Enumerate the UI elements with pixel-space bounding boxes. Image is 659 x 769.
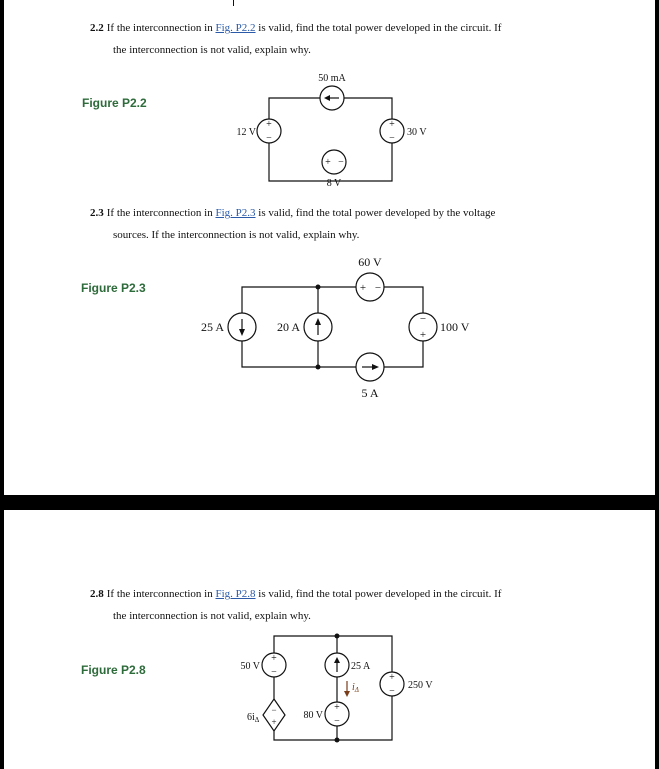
plus-sign: + xyxy=(359,282,367,294)
label-50v: 50 V xyxy=(240,661,260,672)
plus-sign: + xyxy=(266,119,272,130)
label-80v: 80 V xyxy=(303,710,323,721)
current-source-20a xyxy=(304,313,332,341)
voltage-source-250v xyxy=(380,672,404,697)
circuit-figure-p2-8 xyxy=(4,510,655,769)
bottom-panel xyxy=(4,510,655,769)
label-25a: 25 A xyxy=(200,320,224,334)
figure-link-p2-3[interactable]: Fig. P2.3 xyxy=(215,207,256,219)
minus-sign: − xyxy=(334,716,340,727)
label-8v: 8 V xyxy=(326,178,342,189)
figure-label-p2-2: Figure P2.2 xyxy=(82,96,147,110)
voltage-source-100v xyxy=(409,313,437,341)
circuit-figure-p2-3 xyxy=(4,0,655,495)
minus-sign: − xyxy=(374,282,382,294)
label-5a: 5 A xyxy=(361,386,379,400)
minus-sign: − xyxy=(271,705,277,715)
voltage-source-60v xyxy=(356,273,384,301)
figure-link-p2-8[interactable]: Fig. P2.8 xyxy=(215,588,256,600)
figure-link-p2-2[interactable]: Fig. P2.2 xyxy=(215,22,256,34)
problem-text: If the interconnection in xyxy=(106,207,216,219)
label-12v: 12 V xyxy=(236,127,256,138)
junction-node xyxy=(335,634,340,639)
label-6i-delta xyxy=(247,712,260,724)
problem-2-8-line2: the interconnection is not valid, explain why. xyxy=(113,610,311,622)
minus-sign: − xyxy=(389,686,395,697)
plus-sign: + xyxy=(271,653,277,664)
problem-text: is valid, find the total power developed by the voltage xyxy=(255,207,496,219)
problem-text: is valid, find the total power developed in the circuit. If xyxy=(255,22,502,34)
minus-sign: − xyxy=(338,157,344,168)
plus-sign: + xyxy=(389,672,395,683)
plus-sign: + xyxy=(334,702,340,713)
figure-label-p2-8: Figure P2.8 xyxy=(81,663,146,677)
voltage-source-50v xyxy=(262,653,286,678)
figure-label-p2-3: Figure P2.3 xyxy=(81,281,146,295)
problem-2-3-line2: sources. If the interconnection is not valid, explain why. xyxy=(113,229,360,241)
label-30v: 30 V xyxy=(407,127,427,138)
problem-text: is valid, find the total power developed in the circuit. If xyxy=(255,588,502,600)
label-250v: 250 V xyxy=(408,680,433,691)
junction-node xyxy=(316,365,321,370)
label-i-delta xyxy=(352,682,359,694)
label-60v: 60 V xyxy=(358,255,382,269)
top-panel xyxy=(4,0,655,495)
minus-sign: − xyxy=(389,133,395,144)
junction-node xyxy=(335,738,340,743)
label-6i: 6i xyxy=(247,712,255,723)
dependent-voltage-source xyxy=(263,699,285,731)
minus-sign: − xyxy=(271,667,277,678)
plus-sign: + xyxy=(271,717,277,727)
label-subscript: Δ xyxy=(354,686,359,694)
problem-text: If the interconnection in xyxy=(106,588,216,600)
current-i-delta-arrow xyxy=(344,681,350,697)
label-100v: 100 V xyxy=(440,320,470,334)
plus-sign: + xyxy=(419,329,427,341)
label-25a: 25 A xyxy=(351,661,371,672)
problem-2-2-line2: the interconnection is not valid, explain why. xyxy=(113,44,311,56)
problem-number: 2.2 xyxy=(90,22,104,34)
voltage-source-80v xyxy=(325,702,349,727)
label-subscript: Δ xyxy=(254,716,260,724)
minus-sign: − xyxy=(266,133,272,144)
junction-node xyxy=(316,285,321,290)
current-source-25a xyxy=(228,313,256,341)
plus-sign: + xyxy=(325,157,331,168)
problem-text: If the interconnection in xyxy=(106,22,216,34)
problem-number: 2.3 xyxy=(90,207,104,219)
label-i: i xyxy=(352,682,355,693)
current-source-5a xyxy=(356,353,384,381)
label-50ma: 50 mA xyxy=(318,73,346,84)
current-source-25a xyxy=(325,653,349,677)
minus-sign: − xyxy=(419,313,427,325)
problem-number: 2.8 xyxy=(90,588,104,600)
plus-sign: + xyxy=(389,119,395,130)
label-20a: 20 A xyxy=(276,320,300,334)
